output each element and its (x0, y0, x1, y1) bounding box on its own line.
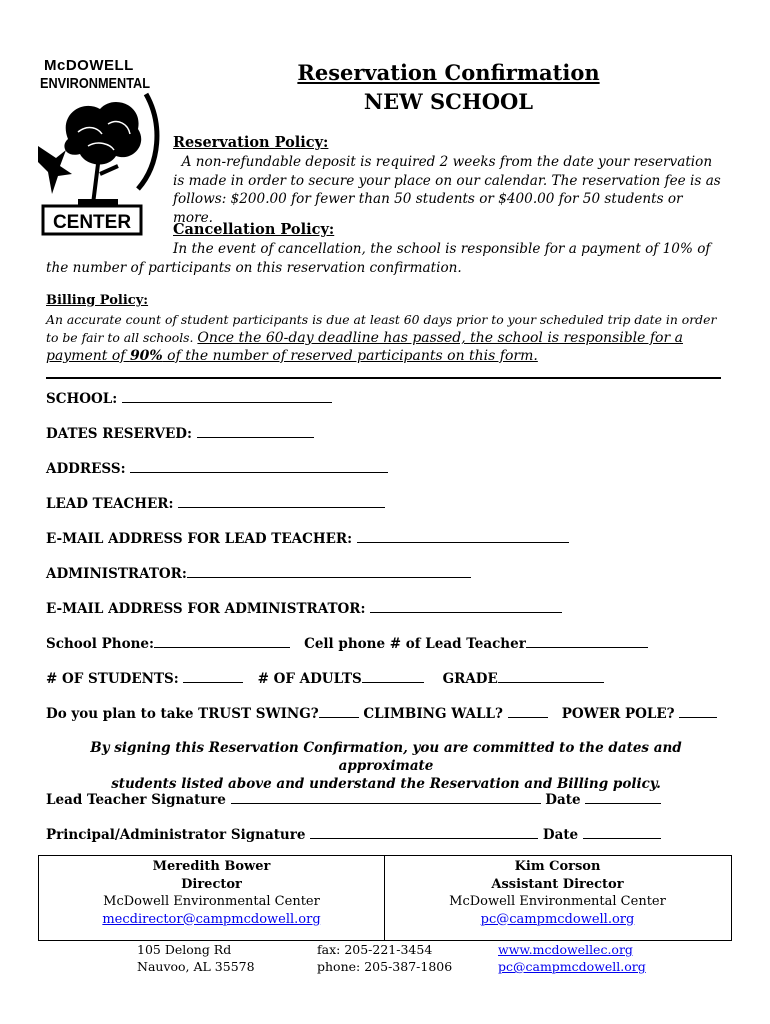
billing-policy-text (46, 311, 726, 365)
field-activities: Do you plan to take TRUST SWING? CLIMBING WALL? POWER POLE? (46, 705, 717, 722)
logo-text-line3: CENTER (52, 212, 132, 233)
field-lead-teacher: LEAD TEACHER: (46, 495, 385, 512)
logo-text-line1: McDOWELL (44, 57, 134, 74)
contact-org: McDowell Environmental Center (103, 894, 320, 909)
cell-phone-blank[interactable] (526, 635, 648, 648)
cancellation-policy-heading: Cancellation Policy: (173, 221, 335, 238)
lead-teacher-signature-blank[interactable] (231, 791, 541, 804)
field-address: ADDRESS: (46, 460, 388, 477)
divider-rule (46, 377, 721, 379)
field-counts: # OF STUDENTS: # OF ADULTS GRADE (46, 670, 604, 687)
logo-text-line2: ENVIRONMENTAL (40, 75, 150, 92)
administrator-email-blank[interactable] (370, 600, 562, 613)
trust-swing-blank[interactable] (319, 705, 359, 718)
reservation-policy-heading: Reservation Policy: (173, 134, 329, 151)
grade-blank[interactable] (498, 670, 604, 683)
field-lead-teacher-signature: Lead Teacher Signature Date (46, 791, 661, 808)
footer-phone: fax: 205-221-3454 phone: 205-387-1806 (317, 942, 453, 974)
contact-name: Meredith Bower (152, 859, 271, 874)
cancellation-policy-text: In the event of cancellation, the school is responsible for a payment of 10% of the number of participants on this reservation confirmation. (46, 241, 711, 276)
contact-director (39, 858, 384, 928)
billing-policy-body: An accurate count of student participants is due at least 60 days prior to your scheduled trip date in order to be fair to all schools. (46, 312, 717, 345)
footer-links (498, 941, 646, 975)
lead-teacher-blank[interactable] (178, 495, 385, 508)
school-blank[interactable] (122, 390, 332, 403)
reservation-policy-text: A non-refundable deposit is required 2 weeks from the date your reservation is made in order to secure your place on our calendar. The reservation fee is as follows: $200.00 for fewer than 50 students or $400.00 for 50 students or more. (173, 154, 721, 226)
field-phones: School Phone: Cell phone # of Lead Teacher (46, 635, 648, 652)
field-principal-signature: Principal/Administrator Signature Date (46, 826, 661, 843)
num-adults-blank[interactable] (362, 670, 424, 683)
field-administrator-email: E-MAIL ADDRESS FOR ADMINISTRATOR: (46, 600, 562, 617)
num-students-blank[interactable] (183, 670, 243, 683)
contact-org: McDowell Environmental Center (449, 894, 666, 909)
billing-policy-emphasis: Once the 60-day deadline has passed, the school is responsible for a payment of 90% of the number of reserved participants on this form. (46, 330, 683, 364)
dates-reserved-blank[interactable] (197, 425, 314, 438)
page-subtitle: NEW SCHOOL (363, 89, 534, 114)
mcdowell-logo (38, 54, 162, 236)
field-lead-teacher-email: E-MAIL ADDRESS FOR LEAD TEACHER: (46, 530, 569, 547)
lead-teacher-email-blank[interactable] (357, 530, 569, 543)
contact-role: Assistant Director (491, 876, 624, 892)
field-administrator: ADMINISTRATOR: (46, 565, 471, 582)
contact-name: Kim Corson (514, 859, 601, 874)
principal-signature-blank[interactable] (310, 826, 538, 839)
contact-email-link[interactable]: mecdirector@campmcdowell.org (102, 911, 321, 927)
administrator-blank[interactable] (187, 565, 471, 578)
power-pole-blank[interactable] (679, 705, 717, 718)
field-dates-reserved: DATES RESERVED: (46, 425, 314, 442)
page-title: Reservation Confirmation (297, 60, 600, 85)
field-school: SCHOOL: (46, 390, 332, 407)
contact-role: Director (181, 876, 242, 892)
principal-date-blank[interactable] (583, 826, 661, 839)
lead-teacher-date-blank[interactable] (585, 791, 661, 804)
contact-assistant-director (385, 858, 730, 928)
billing-policy-heading: Billing Policy: (46, 293, 149, 308)
website-link[interactable]: www.mcdowellec.org (498, 942, 633, 957)
climbing-wall-blank[interactable] (508, 705, 548, 718)
contact-email-link[interactable]: pc@campmcdowell.org (480, 911, 635, 927)
school-phone-blank[interactable] (154, 635, 290, 648)
address-blank[interactable] (130, 460, 388, 473)
commitment-statement: By signing this Reservation Confirmation, you are committed to the dates and approximate students listed above and understand the Reservation and Billing policy. (90, 740, 682, 792)
footer-address: 105 Delong Rd Nauvoo, AL 35578 (137, 942, 255, 974)
footer-email-link[interactable]: pc@campmcdowell.org (498, 959, 646, 974)
